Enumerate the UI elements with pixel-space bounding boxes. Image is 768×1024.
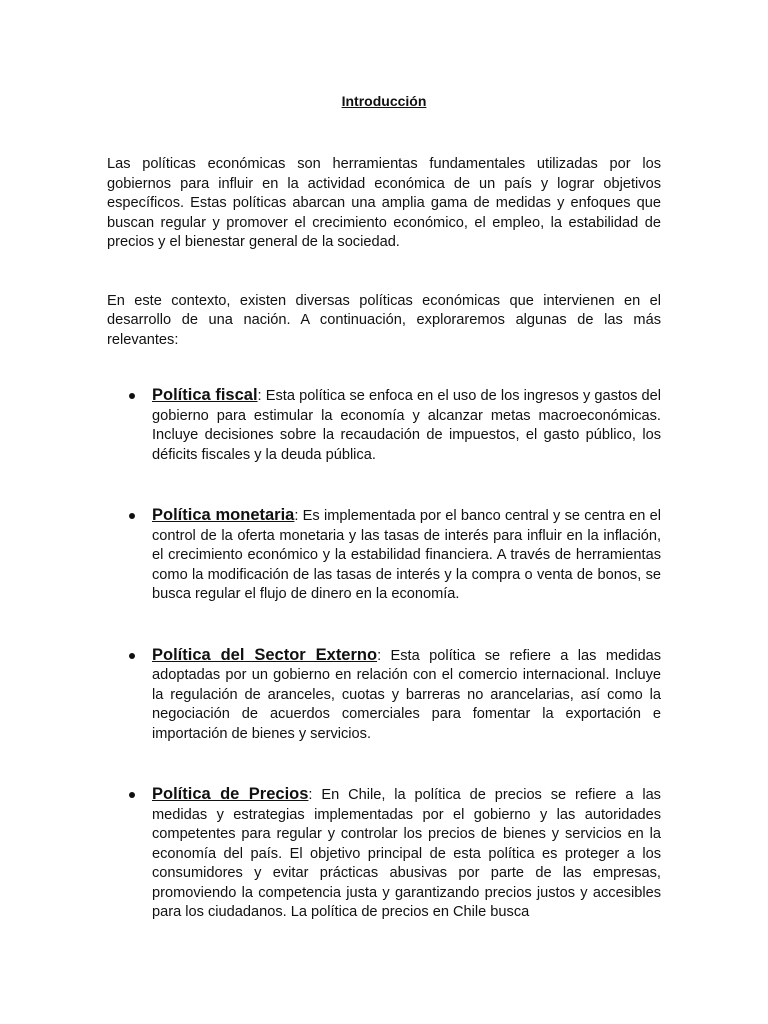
list-item-sector-externo (107, 646, 661, 745)
list-item-precios (107, 785, 661, 923)
policy-list (107, 386, 661, 923)
bullet-icon (129, 792, 135, 798)
policy-term: Política fiscal (152, 386, 258, 404)
bullet-icon (129, 653, 135, 659)
context-paragraph: En este contexto, existen diversas políticas económicas que intervienen en el desarrollo de una nación. A continuación, exploraremos algunas de las más relevantes: (107, 292, 661, 348)
policy-description: : Es implementada por el banco central y se centra en el control de la oferta monetaria y las tasas de interés para influir en la inflación, el crecimiento económico y la estabilidad financiera. A través de herramientas como la modificación de las tasas de interés y la compra o venta de bonos, se busca regular el flujo de dinero en la economía. (152, 508, 661, 602)
list-item-fiscal (107, 386, 661, 465)
list-item-monetaria (107, 506, 661, 605)
intro-paragraph: Las políticas económicas son herramientas fundamentales utilizadas por los gobiernos para influir en la actividad económica de un país y lograr objetivos específicos. Estas políticas abarcan una amplia gama de medidas y enfoques que buscan regular y promover el crecimiento económico, el empleo, la estabilidad de precios y el bienestar general de la sociedad. (107, 156, 661, 250)
policy-term: Política de Precios (152, 785, 309, 803)
bullet-icon (129, 393, 135, 399)
document-title: Introducción (341, 93, 427, 109)
bullet-icon (129, 513, 135, 519)
policy-description: : Esta política se refiere a las medidas adoptadas por un gobierno en relación con el comercio internacional. Incluye la regulación de aranceles, cuotas y barreras no arancelarias, así como la negociación de acuerdos comerciales para fomentar la exportación e importación de bienes y servicios. (152, 647, 662, 742)
policy-description: : En Chile, la política de precios se refiere a las medidas y estrategias implementadas por el gobierno y las autoridades competentes para regular y controlar los precios de bienes y servicios en la economía del país. El objetivo principal de esta política es proteger a los consumidores y evitar prácticas abusivas por parte de las empresas, promoviendo la competencia justa y garantizando precios justos y accesibles para los ciudadanos. La política de precios en Chile busca (152, 787, 661, 920)
policy-term: Política del Sector Externo (152, 645, 378, 664)
policy-description: : Esta política se enfoca en el uso de los ingresos y gastos del gobierno para estimular la economía y alcanzar metas macroeconómicas. Incluye decisiones sobre la recaudación de impuestos, el gasto público, los déficits fiscales y la deuda pública. (152, 388, 661, 463)
policy-term: Política monetaria (152, 506, 295, 524)
